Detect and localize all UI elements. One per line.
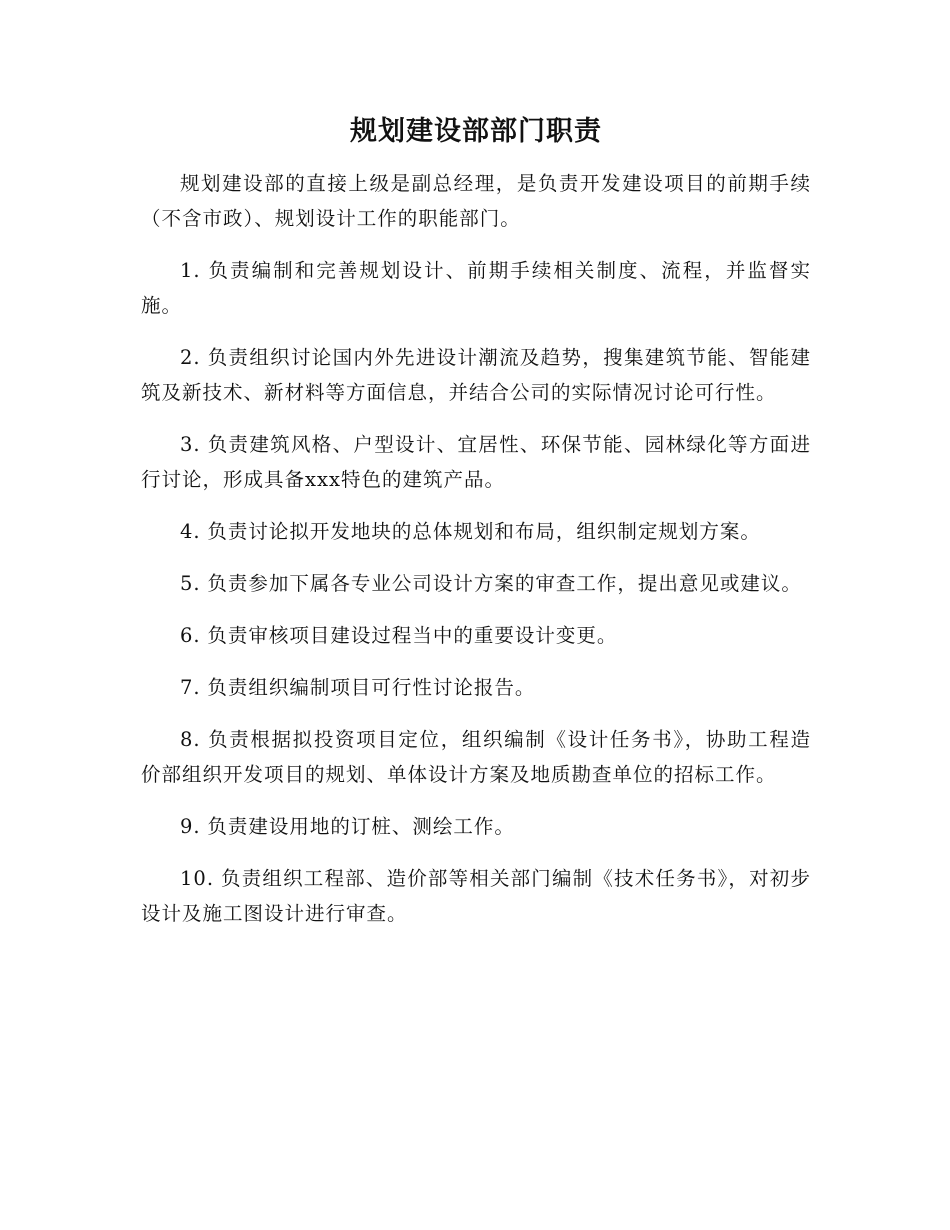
list-item xyxy=(141,809,811,844)
item-number: 9. xyxy=(180,815,201,838)
item-text: 负责建设用地的订桩、测绘工作。 xyxy=(207,815,515,838)
item-text: 负责组织编制项目可行性讨论报告。 xyxy=(207,676,536,699)
document-body xyxy=(141,108,811,948)
list-item xyxy=(141,427,811,497)
item-text: 负责组织工程部、造价部等相关部门编制《技术任务书》，对初步设计及施工图设计进行审查。 xyxy=(141,867,811,925)
item-number: 5. xyxy=(180,572,201,595)
item-number: 8. xyxy=(180,728,201,751)
item-number: 6. xyxy=(180,624,201,647)
list-item xyxy=(141,566,811,601)
item-number: 4. xyxy=(180,520,201,543)
item-number: 2. xyxy=(180,346,201,369)
list-item xyxy=(141,618,811,653)
item-text: 负责参加下属各专业公司设计方案的审查工作，提出意见或建议。 xyxy=(207,572,802,595)
item-number: 7. xyxy=(180,676,201,699)
list-item xyxy=(141,861,811,931)
item-number: 3. xyxy=(180,433,201,456)
item-text: 负责讨论拟开发地块的总体规划和布局，组织制定规划方案。 xyxy=(207,520,761,543)
item-text: 负责组织讨论国内外先进设计潮流及趋势，搜集建筑节能、智能建筑及新技术、新材料等方面信息，并结合公司的实际情况讨论可行性。 xyxy=(141,346,811,404)
list-item xyxy=(141,722,811,792)
intro-paragraph: 规划建设部的直接上级是副总经理，是负责开发建设项目的前期手续（不含市政）、规划设计工作的职能部门。 xyxy=(141,172,811,230)
item-text: 负责编制和完善规划设计、前期手续相关制度、流程，并监督实施。 xyxy=(141,259,811,317)
item-text: 负责建筑风格、户型设计、宜居性、环保节能、园林绿化等方面进行讨论，形成具备xxx特色的建筑产品。 xyxy=(141,433,811,491)
list-item xyxy=(141,340,811,410)
document-title: 规划建设部部门职责 xyxy=(350,116,602,147)
item-number: 10. xyxy=(180,867,215,890)
item-text: 负责根据拟投资项目定位，组织编制《设计任务书》，协助工程造价部组织开发项目的规划、单体设计方案及地质勘查单位的招标工作。 xyxy=(141,728,811,786)
list-item xyxy=(141,514,811,549)
item-text: 负责审核项目建设过程当中的重要设计变更。 xyxy=(207,624,618,647)
list-item xyxy=(141,670,811,705)
item-number: 1. xyxy=(180,259,201,282)
list-item xyxy=(141,253,811,323)
